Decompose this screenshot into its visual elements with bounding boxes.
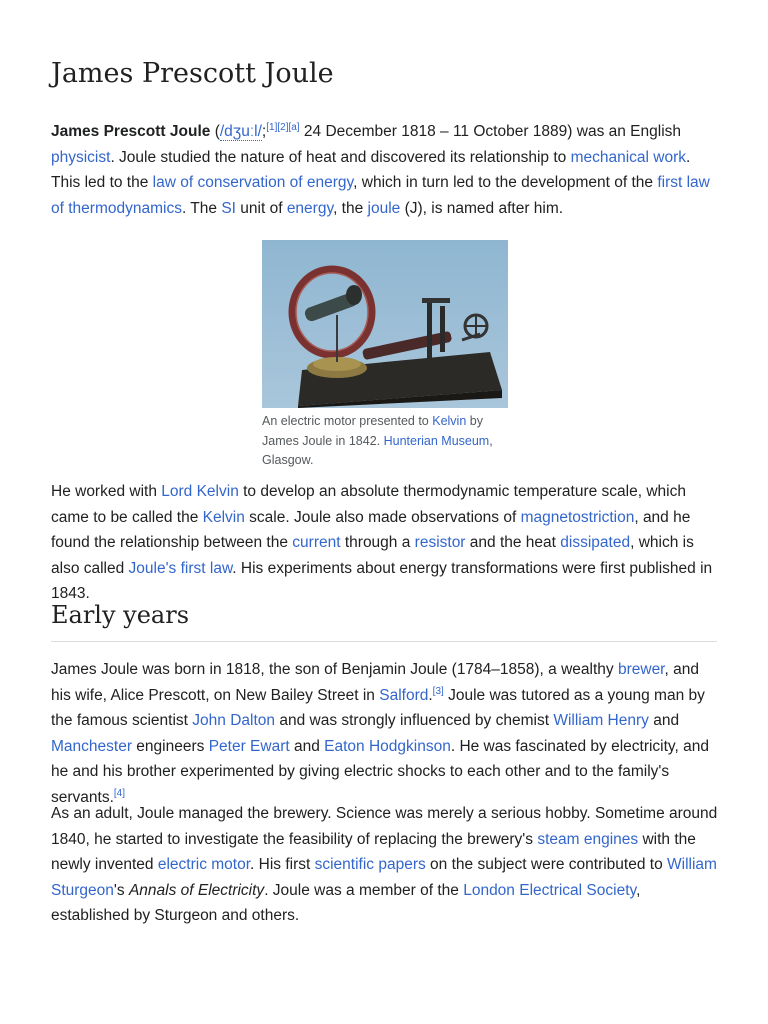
page-title: James Prescott Joule [51, 58, 334, 89]
link-kelvin-scale[interactable]: Kelvin [202, 508, 245, 526]
link-manchester[interactable]: Manchester [51, 737, 132, 755]
link-london-electrical-society[interactable]: London Electrical Society [463, 881, 637, 899]
reference-link-4[interactable]: [4] [113, 787, 126, 799]
electric-motor-figure [262, 240, 508, 471]
link-mechanical-work[interactable]: mechanical work [570, 148, 687, 166]
link-energy[interactable]: energy [286, 199, 334, 217]
link-physicist[interactable]: physicist [51, 148, 111, 166]
caption-link-kelvin[interactable]: Kelvin [432, 414, 467, 428]
link-dissipated[interactable]: dissipated [560, 534, 631, 551]
link-current[interactable]: current [292, 534, 341, 551]
early-years-paragraph-1: James Joule was born in 1818, the son of Benjamin Joule (1784–1858), a wealthy brewer, and his wife, Alice Prescott, on New Bailey Street in Salford.[3] Joule was tutored as a young man by the famous scientist John Dalton and was strongly influenced by chemist William Henry and Manchester engineers Peter Ewart and Eaton Hodgkinson. He was fascinated by electricity, and he and his brother experimented by giving electric shocks to each other and to the family's servants.[4] [51, 661, 709, 806]
early-years-paragraph-2: As an adult, Joule managed the brewery. Science was merely a serious hobby. Sometime around 1840, he started to investigate the feasibility of replacing the brewery's steam engines with the newly invented electric motor. His first scientific papers on the subject were contributed to William Sturgeon's Annals of Electricity. Joule was a member of the London Electrical Society, established by Sturgeon and others. [51, 805, 718, 924]
intro-paragraph: James Prescott Joule (/dʒuːl/;[1][2][a] 24 December 1818 – 11 October 1889) was an English physicist. Joule studied the nature of heat and discovered its relationship to mechanical work. This led to the law of conservation of energy, which in turn led to the development of the first law of thermodynamics. The SI unit of energy, the joule (J), is named after him. [51, 121, 710, 217]
ipa-pronunciation-link[interactable]: /dʒuːl/ [219, 123, 262, 140]
reference-link-3[interactable]: [3] [432, 685, 444, 697]
link-brewer[interactable]: brewer [617, 661, 665, 678]
link-lord-kelvin[interactable]: Lord Kelvin [161, 483, 239, 500]
electric-motor-photo[interactable] [262, 240, 508, 408]
subject-name: James Prescott Joule [51, 123, 211, 140]
link-peter-ewart[interactable]: Peter Ewart [208, 737, 290, 755]
link-magnetostriction[interactable]: magnetostriction [520, 508, 635, 526]
reference-links-1-2-a[interactable]: [1][2][a] [266, 121, 300, 133]
link-steam-engines[interactable]: steam engines [537, 830, 639, 848]
link-john-dalton[interactable]: John Dalton [192, 712, 276, 729]
link-william-henry[interactable]: William Henry [553, 712, 649, 729]
kelvin-paragraph: He worked with Lord Kelvin to develop an absolute thermodynamic temperature scale, which came to be called the Kelvin scale. Joule also made observations of magnetostriction, and he found the relationship between the current through a resistor and the heat dissipated, which is also called Joule's first law. His experiments about energy transformations were first published in 1843. [51, 483, 713, 602]
link-eaton-hodgkinson[interactable]: Eaton Hodgkinson [324, 737, 451, 755]
link-scientific-papers[interactable]: scientific papers [314, 856, 426, 873]
link-first-law-of-thermodynamics[interactable]: first law of thermodynamics [51, 174, 710, 217]
link-salford[interactable]: Salford [379, 686, 429, 704]
link-conservation-of-energy[interactable]: law of conservation of energy [152, 174, 354, 191]
figure-caption: An electric motor presented to Kelvin by James Joule in 1842. Hunterian Museum, Glasgow. [262, 414, 493, 467]
link-joules-first-law[interactable]: Joule's first law [128, 559, 233, 577]
link-joule[interactable]: joule [367, 199, 401, 217]
link-william-sturgeon[interactable]: William Sturgeon [51, 856, 717, 899]
link-electric-motor[interactable]: electric motor [157, 856, 251, 873]
caption-link-hunterian-museum[interactable]: Hunterian Museum [383, 433, 490, 448]
title-annals-of-electricity: Annals of Electricity [128, 881, 265, 899]
section-heading-early-years: Early years [51, 601, 717, 642]
link-si[interactable]: SI [221, 199, 236, 217]
link-resistor[interactable]: resistor [414, 534, 466, 551]
